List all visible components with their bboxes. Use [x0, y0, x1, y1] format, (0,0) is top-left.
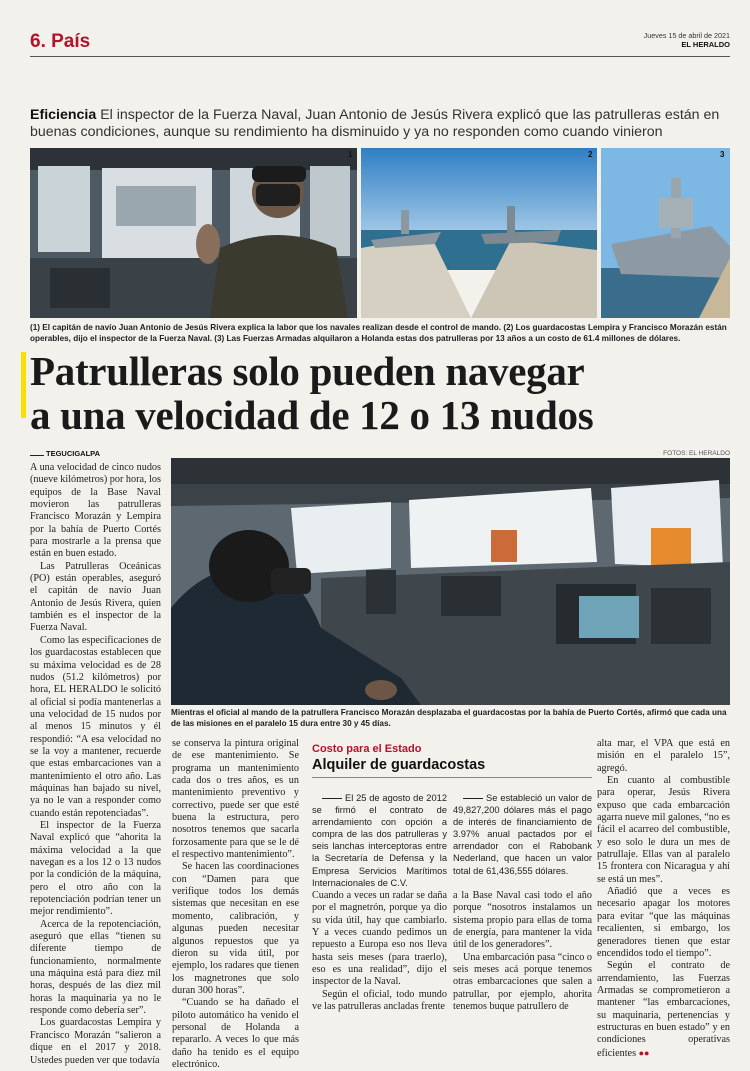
- col2-paragraph: se conserva la pintura original de ese mantenimiento. Se programa un mantenimiento cada dos o tres años, es un mantenimiento preventivo y correctivo, puede ser que esté buena la estructura, pero nosotros tenemos que sacarla forzosamente para que se le dé el respectivo mantenimiento”.: [172, 738, 299, 861]
- article-column-4: [453, 890, 592, 1013]
- col1-paragraph: Las Patrulleras Oceánicas (PO) están operables, aseguró el capitán de navío Juan Antonio de Jesús Rivera, quien también es el inspector de la Fuerza Naval.: [30, 560, 161, 634]
- header-rule: [30, 56, 730, 57]
- article-column-1: [30, 462, 161, 1067]
- col4-paragraph: Una embarcación pasa “cinco o seis meses acá porque tenemos otras embarcaciones que salen a patrullar, por ejemplo, ahorita tenemos buque patrullero de: [453, 951, 592, 1013]
- headline: [30, 349, 740, 437]
- photo-docked-ships: [361, 148, 597, 318]
- paper-name: EL HERALDO: [681, 40, 730, 49]
- article-column-3: [312, 890, 447, 1013]
- bullet-rule-right: [463, 798, 483, 799]
- dateline: TEGUCIGALPA: [46, 449, 101, 458]
- kicker: [30, 107, 730, 141]
- col3-paragraph: Cuando a veces un radar se daña por el magnetrón, porque ya dio su vida útil, hay que cambiarlo. Y a veces cuando pedimos un repuesto a Europa eso nos lleva hasta seis meses (para traerlo), eso es una realidad”, dijo el inspector de la Naval.: [312, 890, 447, 988]
- photo-captain-image: [30, 148, 357, 318]
- photo-bridge-officer: [171, 458, 730, 705]
- section-label: 6. País: [30, 31, 91, 52]
- sidebar-kicker: Costo para el Estado: [312, 743, 422, 755]
- photo-number-1: 1: [348, 150, 353, 159]
- col5-paragraph: Añadió que a veces es necesario apagar los motores para evitar “que las máquinas recalienten, si embargo, los generadores tienen que estar encendidos todo el tiempo”.: [597, 886, 730, 959]
- issue-date: Jueves 15 de abril de 2021: [643, 31, 730, 40]
- top-photos-caption: (1) El capitán de navío Juan Antonio de Jesús Rivera explica la labor que los navales realizan desde el control de mando. (2) Los guardacostas Lempira y Francisco Morazán están operables, dijo el inspector de la Fuerza Naval. (3) Las Fuerzas Armadas alquilaron a Holanda estas dos patrulleras por 13 años a un costo de 61.4 millones de dólares.: [30, 323, 727, 343]
- col1-paragraph: Como las especificaciones de los guardacostas establecen que su máxima velocidad es de 28 nudos (51.2 kilómetros) por hora, EL HERALDO le solicitó al oficial si podía mantenerlas a una velocidad de 15 nudos por al menos 15 minutos y él respondió: “A esa velocidad no se la voy a mantener, recuerde que estas embarcaciones van a mantenimiento el otro año. Las máquinas han bajado su nivel, ya no le van a responder como cuando están repotenciadas”.: [30, 634, 161, 819]
- article-column-2: [172, 738, 299, 1071]
- sidebar-left: [312, 792, 447, 889]
- kicker-label: Eficiencia: [30, 107, 97, 123]
- dateline-rule: [30, 455, 44, 456]
- sidebar-left-text: El 25 de agosto de 2012 se firmó el contrato de arrendamiento con opción a compra de las dos patrulleras y seis lanchas interceptoras entre la Secretaría de Defensa y la Empresa Servicios Marítimos Internacionales de C.V.: [312, 793, 447, 888]
- col2-paragraph: “Cuando se ha dañado el piloto automático ha venido el personal de Holanda a repararlo. A veces lo que más daño ha tenido es el equipo electrónico.: [172, 997, 299, 1070]
- sidebar-rule: [312, 777, 592, 778]
- col5-paragraph: Según el contrato de arrendamiento, las Fuerzas Armadas se comprometieron a mantener “las embarcaciones, su maquinaria, pertenencias y estructuras en buen estado” y en condiciones operativas eficientes ●●: [597, 960, 730, 1059]
- col1-paragraph: Acerca de la repotenciación, aseguró que ellas “tienen su diferente tiempo de funcionamiento, normalmente una máquina está para diez mil horas, después de las diez mil horas la maquinaria ya no le responde como debería ser”.: [30, 918, 161, 1017]
- sidebar-title: Alquiler de guardacostas: [312, 757, 486, 773]
- main-photo-caption: Mientras el oficial al mando de la patrullera Francisco Morazán desplazaba el guardacostas por la bahía de Puerto Cortés, afirmó que cada una de las misiones en el paralelo 15 dura entre 30 y 45 días.: [171, 708, 727, 728]
- photo-docked-image: [361, 148, 597, 318]
- sidebar-right-text: Se estableció un valor de 49,827,200 dólares más el pago de interés de financiamiento de 3.97% anual pactados por el arrendador con el Rabobank Nederland, que hacen un valor total de 61,436,555 dólares.: [453, 793, 592, 876]
- photo-patrol-bow: [601, 148, 730, 318]
- photo-credit: FOTOS: EL HERALDO: [663, 450, 730, 457]
- photo-number-2: 2: [588, 150, 593, 159]
- col1-paragraph: Los guardacostas Lempira y Francisco Morazán “salieron a dique en el 2017 y 2018. Ustedes pueden ver que todavía: [30, 1017, 161, 1066]
- article-column-5: [597, 738, 730, 1060]
- col4-paragraph: a la Base Naval casi todo el año porque “nosotros instalamos un sistema propio para ellas de toma de energía, para mantener la vida útil de los generadores”.: [453, 890, 592, 951]
- col1-paragraph: A una velocidad de cinco nudos (nueve kilómetros) por hora, los equipos de la Base Naval movieron las patrulleras Francisco Morazán y Lempira por la bahía de Puerto Cortés para mostrarle a la prensa que están en buen estado.: [30, 462, 161, 560]
- headline-highlight: [21, 352, 26, 418]
- headline-line-2: a una velocidad de 12 o 13 nudos: [30, 392, 594, 438]
- photo-bow-image: [601, 148, 730, 318]
- col3-paragraph: Según el oficial, todo mundo ve las patrulleras ancladas frente: [312, 988, 447, 1013]
- col5-paragraph: En cuanto al combustible para operar, Jesús Rivera expuso que cada embarcación agarra nueve mil galones, “no es fácil el acarreo del combustible, y eso solo le dura un mes de patrullaje. Ellas van al paralelo 15 frontera con Nicaragua y ahí se está un mes”.: [597, 775, 730, 885]
- headline-line-1: Patrulleras solo pueden navegar: [30, 348, 585, 394]
- end-mark-icon: ●●: [638, 1047, 650, 1058]
- col1-paragraph: El inspector de la Fuerza Naval explicó que “ahorita la máxima velocidad a la que navegan es a los 12 o 13 nudos por la condición de la máquina, pero el otro año con la repotenciación podrían tener un mejor rendimiento”.: [30, 819, 161, 918]
- col5-paragraph: alta mar, el VPA que está en misión en el paralelo 15”, agregó.: [597, 738, 730, 774]
- kicker-text: El inspector de la Fuerza Naval, Juan Antonio de Jesús Rivera explicó que las patrulleras están en buenas condiciones, aunque su rendimiento ha disminuido y ya no responden como cuando vinieron: [30, 107, 720, 140]
- sidebar-right: [453, 792, 592, 877]
- bullet-rule-left: [322, 798, 342, 799]
- photo-bridge-image: [171, 458, 730, 705]
- col2-paragraph: Se hacen las coordinaciones con “Damen para que verifique todos los demás sistemas que necesitan en ese momento, calibración, y algunas pueden necesitar algunos repuestos que ya dieron su vida útil, por ejemplo, los radares que tienen los magnetrones que solo duran 300 horas”.: [172, 861, 299, 996]
- photo-captain-bridge: [30, 148, 357, 318]
- photo-number-3: 3: [720, 150, 725, 159]
